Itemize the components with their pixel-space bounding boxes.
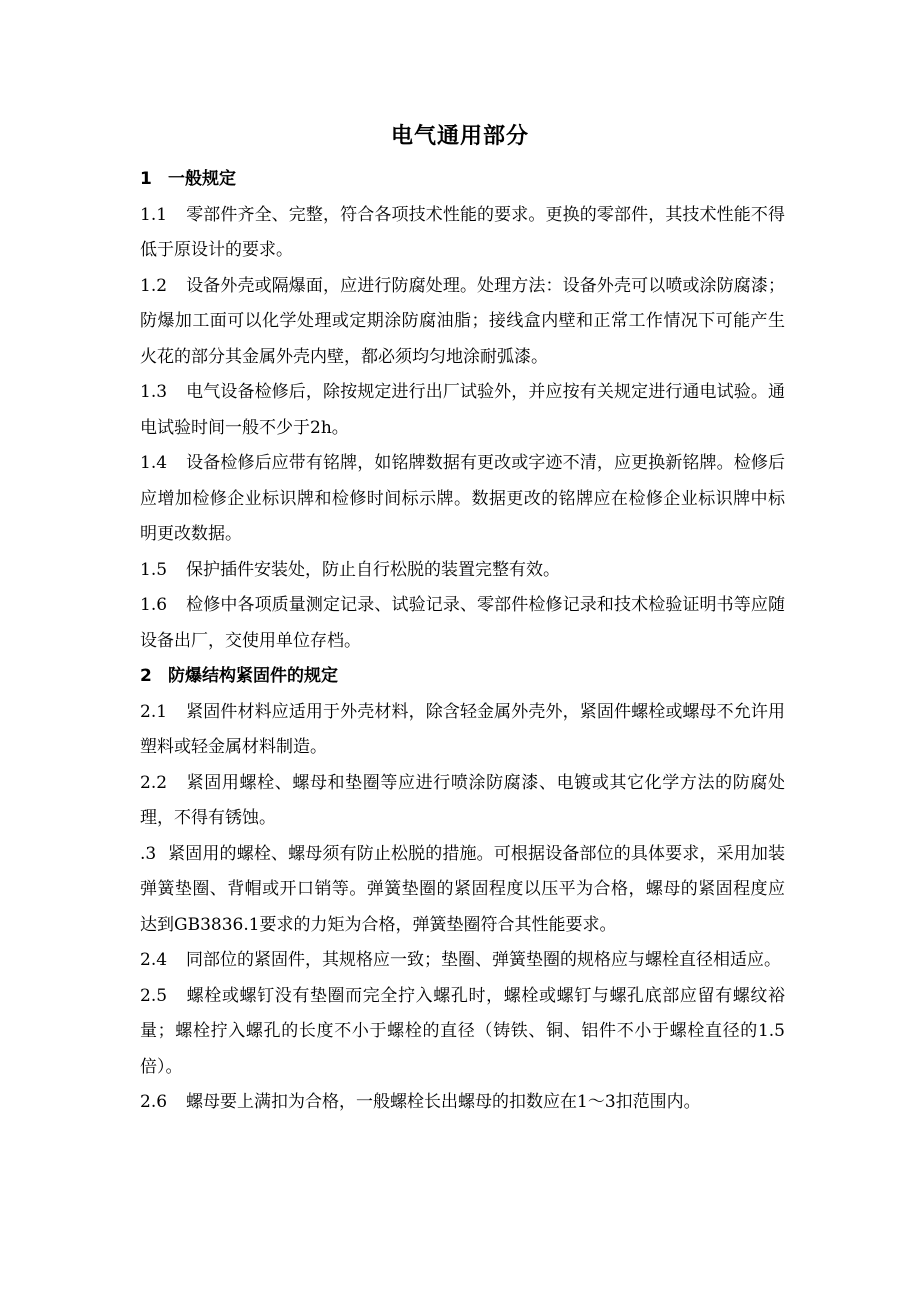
document-body <box>140 162 785 1121</box>
paragraph-text: 螺栓或螺钉没有垫圈而完全拧入螺孔时，螺栓或螺钉与螺孔底部应留有螺纹裕量；螺栓拧入螺孔的长度不小于螺栓的直径（铸铁、铜、铝件不小于螺栓直径的1.5倍）。 <box>140 985 785 1077</box>
section-heading <box>140 659 785 695</box>
paragraph <box>140 695 785 766</box>
paragraph-number: 1.2 <box>140 275 168 296</box>
paragraph-text: 设备外壳或隔爆面，应进行防腐处理。处理方法：设备外壳可以喷或涂防腐漆；防爆加工面可以化学处理或定期涂防腐油脂；接线盒内壁和正常工作情况下可能产生火花的部分其金属外壳内壁，都必须均匀地涂耐弧漆。 <box>140 275 785 367</box>
paragraph-number: 1.1 <box>140 204 168 225</box>
paragraph-number: 2.2 <box>140 772 168 793</box>
paragraph <box>140 553 785 589</box>
section-number: 2 <box>140 666 152 686</box>
section-title: 防爆结构紧固件的规定 <box>168 666 338 686</box>
paragraph-number: 1.4 <box>140 453 168 473</box>
paragraph-text: 电气设备检修后，除按规定进行出厂试验外，并应按有关规定进行通电试验。通电试验时间一般不少于2h。 <box>140 382 785 438</box>
paragraph-text: 螺母要上满扣为合格，一般螺栓长出螺母的扣数应在1～3扣范围内。 <box>186 1092 701 1112</box>
paragraph <box>140 1085 785 1121</box>
document-title: 电气通用部分 <box>390 124 529 149</box>
paragraph-text: 设备检修后应带有铭牌，如铭牌数据有更改或字迹不清，应更换新铭牌。检修后应增加检修企业标识牌和检修时间标示牌。数据更改的铭牌应在检修企业标识牌中标明更改数据。 <box>140 453 785 544</box>
paragraph-text: 紧固件材料应适用于外壳材料，除含轻金属外壳外，紧固件螺栓或螺母不允许用塑料或轻金属材料制造。 <box>140 701 785 757</box>
paragraph-number: .3 <box>140 843 157 864</box>
paragraph <box>140 446 785 553</box>
paragraph-number: 2.6 <box>140 1092 168 1112</box>
section-title: 一般规定 <box>168 169 236 189</box>
paragraph-number: 1.5 <box>140 559 168 580</box>
paragraph <box>140 198 785 269</box>
paragraph-number: 1.6 <box>140 595 168 615</box>
paragraph-text: 同部位的紧固件，其规格应一致；垫圈、弹簧垫圈的规格应与螺栓直径相适应。 <box>186 950 781 970</box>
section-number: 1 <box>140 169 152 189</box>
paragraph-number: 1.3 <box>140 382 168 402</box>
paragraph-text: 紧固用的螺栓、螺母须有防止松脱的措施。可根据设备部位的具体要求，采用加装弹簧垫圈、背帽或开口销等。弹簧垫圈的紧固程度以压平为合格，螺母的紧固程度应达到GB3836.1要求的力矩为合格，弹簧垫圈符合其性能要求。 <box>140 843 785 935</box>
section-heading <box>140 162 785 198</box>
paragraph-number: 2.5 <box>140 985 168 1006</box>
paragraph-text: 检修中各项质量测定记录、试验记录、零部件检修记录和技术检验证明书等应随设备出厂，交使用单位存档。 <box>140 595 785 651</box>
paragraph <box>140 269 785 376</box>
paragraph <box>140 375 785 446</box>
paragraph <box>140 837 785 944</box>
paragraph <box>140 588 785 659</box>
paragraph-number: 2.4 <box>140 950 168 970</box>
paragraph <box>140 943 785 979</box>
paragraph-text: 零部件齐全、完整，符合各项技术性能的要求。更换的零部件，其技术性能不得低于原设计的要求。 <box>140 204 785 260</box>
paragraph <box>140 979 785 1086</box>
paragraph-text: 紧固用螺栓、螺母和垫圈等应进行喷涂防腐漆、电镀或其它化学方法的防腐处理，不得有锈蚀。 <box>140 772 785 828</box>
paragraph-number: 2.1 <box>140 701 168 722</box>
paragraph <box>140 766 785 837</box>
paragraph-text: 保护插件安装处，防止自行松脱的装置完整有效。 <box>186 559 560 580</box>
